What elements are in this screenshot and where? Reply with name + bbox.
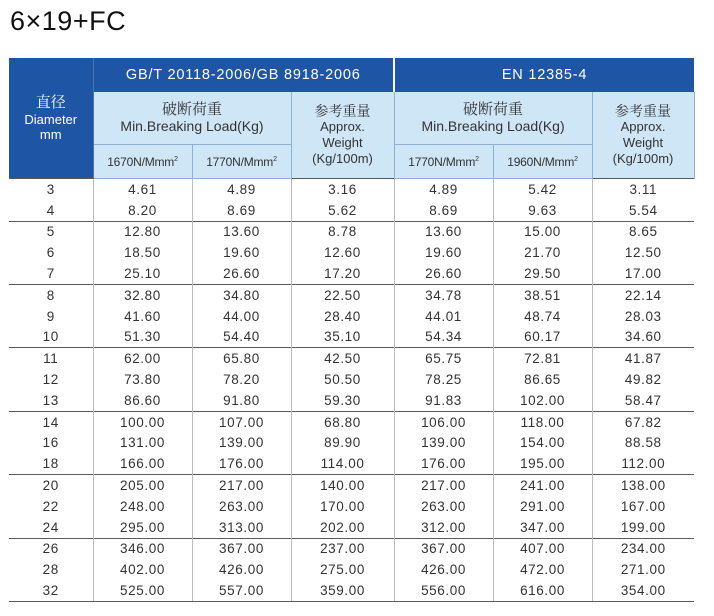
value-cell: 54.40 <box>192 327 291 348</box>
table-row <box>9 559 694 580</box>
gb-weight-header <box>291 92 394 179</box>
value-cell: 9.63 <box>493 200 592 221</box>
value-cell: 195.00 <box>493 453 592 474</box>
value-cell: 100.00 <box>93 411 192 432</box>
value-cell: 107.00 <box>192 411 291 432</box>
value-cell: 112.00 <box>592 453 694 474</box>
value-cell: 17.20 <box>291 263 394 284</box>
grade-header: 1770N/Mmm$^2$ <box>394 145 493 179</box>
value-cell: 263.00 <box>192 496 291 517</box>
breaking-label-en: Min.Breaking Load(Kg) <box>421 118 565 134</box>
weight-label-zh: 参考重量 <box>314 103 371 119</box>
diameter-cell: 20 <box>9 475 93 496</box>
value-cell: 139.00 <box>192 433 291 454</box>
value-cell: 102.00 <box>493 390 592 411</box>
grade-header: 1670N/Mmm$^2$ <box>93 145 192 179</box>
weight-label-unit: (Kg/100m) <box>312 151 373 166</box>
weight-label-unit: (Kg/100m) <box>612 151 674 166</box>
value-cell: 367.00 <box>192 538 291 559</box>
value-cell: 12.50 <box>592 242 694 263</box>
value-cell: 237.00 <box>291 538 394 559</box>
value-cell: 234.00 <box>592 538 694 559</box>
table-row <box>9 306 694 327</box>
value-cell: 34.80 <box>192 284 291 305</box>
diameter-unit: mm <box>39 126 62 142</box>
value-cell: 176.00 <box>394 453 493 474</box>
breaking-label-zh: 破断荷重 <box>463 101 524 118</box>
diameter-cell: 10 <box>42 329 59 345</box>
table-row <box>9 580 694 601</box>
value-cell: 8.65 <box>592 221 694 242</box>
value-cell: 241.00 <box>493 475 592 496</box>
value-cell: 25.10 <box>93 263 192 284</box>
value-cell: 78.20 <box>192 369 291 390</box>
value-cell: 60.17 <box>493 327 592 348</box>
diameter-cell: 3 <box>9 179 93 200</box>
value-cell: 263.00 <box>394 496 493 517</box>
value-cell: 347.00 <box>493 517 592 538</box>
value-cell: 312.00 <box>394 517 493 538</box>
value-cell: 72.81 <box>493 348 592 369</box>
table-row <box>9 200 694 221</box>
value-cell: 44.01 <box>394 306 493 327</box>
diameter-cell: 18 <box>42 456 59 472</box>
table-body <box>9 179 694 602</box>
value-cell: 139.00 <box>394 433 493 454</box>
diameter-cell: 11 <box>9 348 93 369</box>
value-cell: 35.10 <box>291 327 394 348</box>
value-cell: 295.00 <box>93 517 192 538</box>
en-breaking-load-header <box>394 92 592 145</box>
value-cell: 21.70 <box>493 242 592 263</box>
value-cell: 205.00 <box>93 475 192 496</box>
table-row <box>9 348 694 369</box>
weight-label-weight: Weight <box>622 135 664 150</box>
value-cell: 91.83 <box>394 390 493 411</box>
value-cell: 4.61 <box>93 179 192 200</box>
diameter-cell: 14 <box>9 411 93 432</box>
value-cell: 5.62 <box>291 200 394 221</box>
value-cell: 154.00 <box>493 433 592 454</box>
weight-label-zh: 参考重量 <box>615 103 672 119</box>
value-cell: 354.00 <box>592 580 694 601</box>
value-cell: 32.80 <box>93 284 192 305</box>
value-cell: 38.51 <box>493 284 592 305</box>
gb-breaking-load-header <box>93 92 291 145</box>
table-row <box>9 453 694 474</box>
value-cell: 48.74 <box>493 306 592 327</box>
value-cell: 199.00 <box>592 517 694 538</box>
value-cell: 49.82 <box>592 369 694 390</box>
value-cell: 166.00 <box>93 453 192 474</box>
value-cell: 89.90 <box>291 433 394 454</box>
table-row <box>9 411 694 432</box>
value-cell: 28.03 <box>592 306 694 327</box>
value-cell: 12.80 <box>93 221 192 242</box>
wire-rope-spec-table <box>9 58 695 602</box>
diameter-cell: 6 <box>46 245 55 261</box>
value-cell: 275.00 <box>291 559 394 580</box>
value-cell: 44.00 <box>192 306 291 327</box>
value-cell: 26.60 <box>192 263 291 284</box>
value-cell: 557.00 <box>192 580 291 601</box>
diameter-cell: 9 <box>46 308 55 324</box>
diameter-cell: 7 <box>46 266 55 282</box>
value-cell: 426.00 <box>394 559 493 580</box>
value-cell: 22.50 <box>291 284 394 305</box>
table-row <box>9 221 694 242</box>
value-cell: 138.00 <box>592 475 694 496</box>
value-cell: 65.80 <box>192 348 291 369</box>
value-cell: 8.69 <box>192 200 291 221</box>
value-cell: 22.14 <box>592 284 694 305</box>
value-cell: 91.80 <box>192 390 291 411</box>
value-cell: 114.00 <box>291 453 394 474</box>
value-cell: 167.00 <box>592 496 694 517</box>
table-row <box>9 517 694 538</box>
table-row <box>9 263 694 284</box>
value-cell: 176.00 <box>192 453 291 474</box>
value-cell: 41.60 <box>93 306 192 327</box>
value-cell: 17.00 <box>592 263 694 284</box>
value-cell: 131.00 <box>93 433 192 454</box>
value-cell: 8.78 <box>291 221 394 242</box>
value-cell: 78.25 <box>394 369 493 390</box>
value-cell: 73.80 <box>93 369 192 390</box>
value-cell: 34.78 <box>394 284 493 305</box>
value-cell: 346.00 <box>93 538 192 559</box>
value-cell: 29.50 <box>493 263 592 284</box>
diameter-cell: 28 <box>42 562 59 578</box>
diameter-cell: 13 <box>42 392 59 408</box>
value-cell: 8.69 <box>394 200 493 221</box>
weight-label-weight: Weight <box>322 135 363 150</box>
table-row <box>9 327 694 348</box>
value-cell: 4.89 <box>394 179 493 200</box>
value-cell: 426.00 <box>192 559 291 580</box>
value-cell: 140.00 <box>291 475 394 496</box>
value-cell: 291.00 <box>493 496 592 517</box>
value-cell: 3.11 <box>592 179 694 200</box>
table-row <box>9 433 694 454</box>
value-cell: 13.60 <box>394 221 493 242</box>
grade-header: 1960N/Mmm$^2$ <box>493 145 592 179</box>
diameter-cell: 22 <box>42 498 59 514</box>
value-cell: 18.50 <box>93 242 192 263</box>
table-row <box>9 179 694 200</box>
value-cell: 19.60 <box>192 242 291 263</box>
value-cell: 54.34 <box>394 327 493 348</box>
breaking-label-en: Min.Breaking Load(Kg) <box>120 118 264 134</box>
value-cell: 248.00 <box>93 496 192 517</box>
page-title: 6×19+FC <box>10 6 127 36</box>
diameter-cell: 12 <box>42 372 59 388</box>
value-cell: 13.60 <box>192 221 291 242</box>
value-cell: 50.50 <box>291 369 394 390</box>
value-cell: 88.58 <box>592 433 694 454</box>
table-row <box>9 496 694 517</box>
value-cell: 170.00 <box>291 496 394 517</box>
value-cell: 407.00 <box>493 538 592 559</box>
value-cell: 28.40 <box>291 306 394 327</box>
value-cell: 67.82 <box>592 411 694 432</box>
value-cell: 202.00 <box>291 517 394 538</box>
diameter-cell: 32 <box>9 580 93 601</box>
diameter-label-en: Diameter <box>24 111 78 127</box>
diameter-cell: 4 <box>46 202 55 218</box>
standard-gb-header: GB/T 20118-2006/GB 8918-2006 <box>93 58 394 92</box>
value-cell: 19.60 <box>394 242 493 263</box>
value-cell: 34.60 <box>592 327 694 348</box>
table-row <box>9 242 694 263</box>
value-cell: 3.16 <box>291 179 394 200</box>
value-cell: 271.00 <box>592 559 694 580</box>
value-cell: 367.00 <box>394 538 493 559</box>
diameter-header <box>9 58 93 179</box>
value-cell: 42.50 <box>291 348 394 369</box>
value-cell: 616.00 <box>493 580 592 601</box>
value-cell: 86.60 <box>93 390 192 411</box>
value-cell: 8.20 <box>93 200 192 221</box>
value-cell: 217.00 <box>192 475 291 496</box>
value-cell: 51.30 <box>93 327 192 348</box>
value-cell: 402.00 <box>93 559 192 580</box>
table-row <box>9 390 694 411</box>
table-row <box>9 538 694 559</box>
en-weight-header <box>592 92 694 179</box>
value-cell: 118.00 <box>493 411 592 432</box>
value-cell: 472.00 <box>493 559 592 580</box>
value-cell: 5.54 <box>592 200 694 221</box>
diameter-cell: 5 <box>9 221 93 242</box>
value-cell: 359.00 <box>291 580 394 601</box>
value-cell: 59.30 <box>291 390 394 411</box>
diameter-cell: 24 <box>42 519 59 535</box>
value-cell: 86.65 <box>493 369 592 390</box>
value-cell: 26.60 <box>394 263 493 284</box>
table-row <box>9 369 694 390</box>
value-cell: 62.00 <box>93 348 192 369</box>
grade-header: 1770N/Mmm$^2$ <box>192 145 291 179</box>
value-cell: 106.00 <box>394 411 493 432</box>
value-cell: 525.00 <box>93 580 192 601</box>
value-cell: 217.00 <box>394 475 493 496</box>
value-cell: 58.47 <box>592 390 694 411</box>
value-cell: 5.42 <box>493 179 592 200</box>
weight-label-approx: Approx. <box>320 119 365 134</box>
value-cell: 12.60 <box>291 242 394 263</box>
value-cell: 4.89 <box>192 179 291 200</box>
standard-en-header: EN 12385-4 <box>394 58 694 92</box>
diameter-cell: 8 <box>9 284 93 305</box>
value-cell: 313.00 <box>192 517 291 538</box>
value-cell: 41.87 <box>592 348 694 369</box>
value-cell: 68.80 <box>291 411 394 432</box>
value-cell: 15.00 <box>493 221 592 242</box>
value-cell: 556.00 <box>394 580 493 601</box>
table-row <box>9 284 694 305</box>
value-cell: 65.75 <box>394 348 493 369</box>
diameter-cell: 26 <box>9 538 93 559</box>
weight-label-approx: Approx. <box>620 119 666 134</box>
diameter-label-zh: 直径 <box>35 93 66 111</box>
table-row <box>9 475 694 496</box>
breaking-label-zh: 破断荷重 <box>161 101 222 118</box>
diameter-cell: 16 <box>42 435 59 451</box>
